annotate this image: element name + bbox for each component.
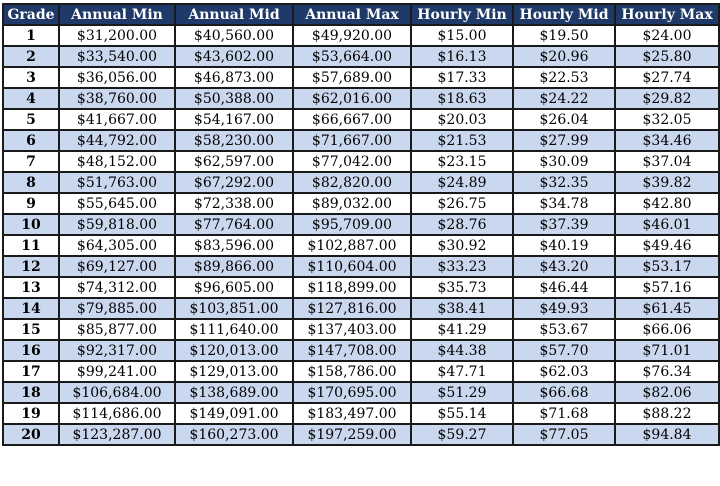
table-header bbox=[3, 4, 719, 25]
annual-max-cell: $49,920.00 bbox=[293, 25, 411, 46]
hourly-mid-cell: $66.68 bbox=[513, 382, 615, 403]
annual-mid-cell: $103,851.00 bbox=[175, 298, 293, 319]
hourly-min-cell: $18.63 bbox=[411, 88, 513, 109]
hourly-min-cell: $55.14 bbox=[411, 403, 513, 424]
annual-mid-cell: $149,091.00 bbox=[175, 403, 293, 424]
grade-cell: 8 bbox=[3, 172, 59, 193]
annual-max-cell: $118,899.00 bbox=[293, 277, 411, 298]
grade-cell: 3 bbox=[3, 67, 59, 88]
annual-mid-cell: $160,273.00 bbox=[175, 424, 293, 445]
annual-min-cell: $31,200.00 bbox=[59, 25, 175, 46]
annual-max-cell: $147,708.00 bbox=[293, 340, 411, 361]
hourly-min-cell: $59.27 bbox=[411, 424, 513, 445]
hourly-mid-cell: $53.67 bbox=[513, 319, 615, 340]
annual-mid-cell: $50,388.00 bbox=[175, 88, 293, 109]
annual-mid-cell: $83,596.00 bbox=[175, 235, 293, 256]
annual-mid-cell: $43,602.00 bbox=[175, 46, 293, 67]
annual-min-cell: $92,317.00 bbox=[59, 340, 175, 361]
hourly-mid-cell: $71.68 bbox=[513, 403, 615, 424]
annual-min-cell: $64,305.00 bbox=[59, 235, 175, 256]
hourly-max-cell: $53.17 bbox=[615, 256, 719, 277]
hourly-mid-cell: $32.35 bbox=[513, 172, 615, 193]
table-body bbox=[3, 25, 719, 445]
annual-mid-cell: $111,640.00 bbox=[175, 319, 293, 340]
grade-cell: 5 bbox=[3, 109, 59, 130]
grade-cell: 13 bbox=[3, 277, 59, 298]
hourly-max-cell: $24.00 bbox=[615, 25, 719, 46]
hourly-min-cell: $21.53 bbox=[411, 130, 513, 151]
hourly-mid-cell: $40.19 bbox=[513, 235, 615, 256]
table-row bbox=[3, 403, 719, 424]
annual-mid-cell: $138,689.00 bbox=[175, 382, 293, 403]
hourly-min-cell: $20.03 bbox=[411, 109, 513, 130]
table-row bbox=[3, 151, 719, 172]
hourly-mid-cell: $62.03 bbox=[513, 361, 615, 382]
hourly-mid-cell: $30.09 bbox=[513, 151, 615, 172]
hourly-min-cell: $35.73 bbox=[411, 277, 513, 298]
table-row bbox=[3, 25, 719, 46]
hourly-mid-cell: $37.39 bbox=[513, 214, 615, 235]
annual-min-cell: $41,667.00 bbox=[59, 109, 175, 130]
annual-min-cell: $44,792.00 bbox=[59, 130, 175, 151]
annual-min-cell: $33,540.00 bbox=[59, 46, 175, 67]
grade-cell: 7 bbox=[3, 151, 59, 172]
annual-max-cell: $82,820.00 bbox=[293, 172, 411, 193]
annual-min-cell: $59,818.00 bbox=[59, 214, 175, 235]
hourly-min-cell: $26.75 bbox=[411, 193, 513, 214]
grade-cell: 16 bbox=[3, 340, 59, 361]
grade-cell: 4 bbox=[3, 88, 59, 109]
hourly-min-cell: $33.23 bbox=[411, 256, 513, 277]
header-annual-min: Annual Min bbox=[59, 4, 175, 25]
hourly-max-cell: $46.01 bbox=[615, 214, 719, 235]
table-row bbox=[3, 361, 719, 382]
hourly-max-cell: $29.82 bbox=[615, 88, 719, 109]
annual-mid-cell: $54,167.00 bbox=[175, 109, 293, 130]
hourly-max-cell: $27.74 bbox=[615, 67, 719, 88]
annual-min-cell: $106,684.00 bbox=[59, 382, 175, 403]
hourly-min-cell: $16.13 bbox=[411, 46, 513, 67]
hourly-min-cell: $51.29 bbox=[411, 382, 513, 403]
hourly-min-cell: $41.29 bbox=[411, 319, 513, 340]
hourly-max-cell: $66.06 bbox=[615, 319, 719, 340]
hourly-max-cell: $57.16 bbox=[615, 277, 719, 298]
header-hourly-max: Hourly Max bbox=[615, 4, 719, 25]
table-row bbox=[3, 319, 719, 340]
annual-max-cell: $170,695.00 bbox=[293, 382, 411, 403]
hourly-min-cell: $15.00 bbox=[411, 25, 513, 46]
annual-min-cell: $36,056.00 bbox=[59, 67, 175, 88]
hourly-max-cell: $61.45 bbox=[615, 298, 719, 319]
grade-cell: 11 bbox=[3, 235, 59, 256]
annual-min-cell: $114,686.00 bbox=[59, 403, 175, 424]
grade-cell: 20 bbox=[3, 424, 59, 445]
annual-max-cell: $197,259.00 bbox=[293, 424, 411, 445]
annual-mid-cell: $89,866.00 bbox=[175, 256, 293, 277]
header-row bbox=[3, 4, 719, 25]
annual-min-cell: $74,312.00 bbox=[59, 277, 175, 298]
annual-min-cell: $123,287.00 bbox=[59, 424, 175, 445]
annual-max-cell: $102,887.00 bbox=[293, 235, 411, 256]
grade-cell: 1 bbox=[3, 25, 59, 46]
table-row bbox=[3, 214, 719, 235]
annual-max-cell: $127,816.00 bbox=[293, 298, 411, 319]
table-row bbox=[3, 424, 719, 445]
hourly-min-cell: $38.41 bbox=[411, 298, 513, 319]
header-annual-mid: Annual Mid bbox=[175, 4, 293, 25]
grade-cell: 9 bbox=[3, 193, 59, 214]
hourly-mid-cell: $46.44 bbox=[513, 277, 615, 298]
table-row bbox=[3, 67, 719, 88]
table-row bbox=[3, 256, 719, 277]
hourly-max-cell: $94.84 bbox=[615, 424, 719, 445]
table-row bbox=[3, 193, 719, 214]
annual-mid-cell: $46,873.00 bbox=[175, 67, 293, 88]
annual-min-cell: $99,241.00 bbox=[59, 361, 175, 382]
hourly-min-cell: $44.38 bbox=[411, 340, 513, 361]
annual-max-cell: $158,786.00 bbox=[293, 361, 411, 382]
hourly-min-cell: $47.71 bbox=[411, 361, 513, 382]
annual-mid-cell: $72,338.00 bbox=[175, 193, 293, 214]
annual-min-cell: $38,760.00 bbox=[59, 88, 175, 109]
hourly-max-cell: $76.34 bbox=[615, 361, 719, 382]
annual-mid-cell: $62,597.00 bbox=[175, 151, 293, 172]
table-row bbox=[3, 340, 719, 361]
grade-cell: 17 bbox=[3, 361, 59, 382]
annual-mid-cell: $77,764.00 bbox=[175, 214, 293, 235]
annual-min-cell: $51,763.00 bbox=[59, 172, 175, 193]
annual-mid-cell: $120,013.00 bbox=[175, 340, 293, 361]
annual-min-cell: $85,877.00 bbox=[59, 319, 175, 340]
grade-cell: 2 bbox=[3, 46, 59, 67]
grade-cell: 18 bbox=[3, 382, 59, 403]
table-row bbox=[3, 298, 719, 319]
annual-max-cell: $89,032.00 bbox=[293, 193, 411, 214]
table-row bbox=[3, 277, 719, 298]
hourly-mid-cell: $19.50 bbox=[513, 25, 615, 46]
table-row bbox=[3, 382, 719, 403]
annual-mid-cell: $40,560.00 bbox=[175, 25, 293, 46]
table-row bbox=[3, 88, 719, 109]
hourly-mid-cell: $49.93 bbox=[513, 298, 615, 319]
annual-max-cell: $66,667.00 bbox=[293, 109, 411, 130]
annual-max-cell: $137,403.00 bbox=[293, 319, 411, 340]
hourly-max-cell: $39.82 bbox=[615, 172, 719, 193]
hourly-mid-cell: $24.22 bbox=[513, 88, 615, 109]
hourly-max-cell: $71.01 bbox=[615, 340, 719, 361]
header-annual-max: Annual Max bbox=[293, 4, 411, 25]
annual-max-cell: $95,709.00 bbox=[293, 214, 411, 235]
annual-max-cell: $183,497.00 bbox=[293, 403, 411, 424]
hourly-mid-cell: $34.78 bbox=[513, 193, 615, 214]
hourly-max-cell: $34.46 bbox=[615, 130, 719, 151]
hourly-min-cell: $24.89 bbox=[411, 172, 513, 193]
hourly-max-cell: $42.80 bbox=[615, 193, 719, 214]
annual-max-cell: $57,689.00 bbox=[293, 67, 411, 88]
annual-min-cell: $79,885.00 bbox=[59, 298, 175, 319]
hourly-max-cell: $25.80 bbox=[615, 46, 719, 67]
hourly-max-cell: $82.06 bbox=[615, 382, 719, 403]
hourly-mid-cell: $20.96 bbox=[513, 46, 615, 67]
annual-mid-cell: $58,230.00 bbox=[175, 130, 293, 151]
salary-grade-table-container bbox=[2, 3, 718, 446]
grade-cell: 6 bbox=[3, 130, 59, 151]
grade-cell: 12 bbox=[3, 256, 59, 277]
hourly-mid-cell: $26.04 bbox=[513, 109, 615, 130]
annual-max-cell: $77,042.00 bbox=[293, 151, 411, 172]
header-hourly-min: Hourly Min bbox=[411, 4, 513, 25]
hourly-max-cell: $88.22 bbox=[615, 403, 719, 424]
header-hourly-mid: Hourly Mid bbox=[513, 4, 615, 25]
table-row bbox=[3, 172, 719, 193]
hourly-max-cell: $49.46 bbox=[615, 235, 719, 256]
hourly-mid-cell: $22.53 bbox=[513, 67, 615, 88]
hourly-min-cell: $28.76 bbox=[411, 214, 513, 235]
table-row bbox=[3, 46, 719, 67]
grade-cell: 19 bbox=[3, 403, 59, 424]
table-row bbox=[3, 109, 719, 130]
hourly-min-cell: $17.33 bbox=[411, 67, 513, 88]
annual-min-cell: $48,152.00 bbox=[59, 151, 175, 172]
hourly-max-cell: $32.05 bbox=[615, 109, 719, 130]
annual-min-cell: $55,645.00 bbox=[59, 193, 175, 214]
annual-max-cell: $62,016.00 bbox=[293, 88, 411, 109]
annual-max-cell: $110,604.00 bbox=[293, 256, 411, 277]
header-grade: Grade bbox=[3, 4, 59, 25]
annual-min-cell: $69,127.00 bbox=[59, 256, 175, 277]
hourly-mid-cell: $43.20 bbox=[513, 256, 615, 277]
grade-cell: 15 bbox=[3, 319, 59, 340]
hourly-min-cell: $30.92 bbox=[411, 235, 513, 256]
annual-mid-cell: $129,013.00 bbox=[175, 361, 293, 382]
hourly-min-cell: $23.15 bbox=[411, 151, 513, 172]
grade-cell: 10 bbox=[3, 214, 59, 235]
grade-cell: 14 bbox=[3, 298, 59, 319]
table-row bbox=[3, 235, 719, 256]
annual-mid-cell: $96,605.00 bbox=[175, 277, 293, 298]
table-row bbox=[3, 130, 719, 151]
hourly-mid-cell: $57.70 bbox=[513, 340, 615, 361]
annual-max-cell: $53,664.00 bbox=[293, 46, 411, 67]
hourly-mid-cell: $77.05 bbox=[513, 424, 615, 445]
hourly-mid-cell: $27.99 bbox=[513, 130, 615, 151]
hourly-max-cell: $37.04 bbox=[615, 151, 719, 172]
salary-grade-table bbox=[2, 3, 720, 446]
annual-mid-cell: $67,292.00 bbox=[175, 172, 293, 193]
annual-max-cell: $71,667.00 bbox=[293, 130, 411, 151]
